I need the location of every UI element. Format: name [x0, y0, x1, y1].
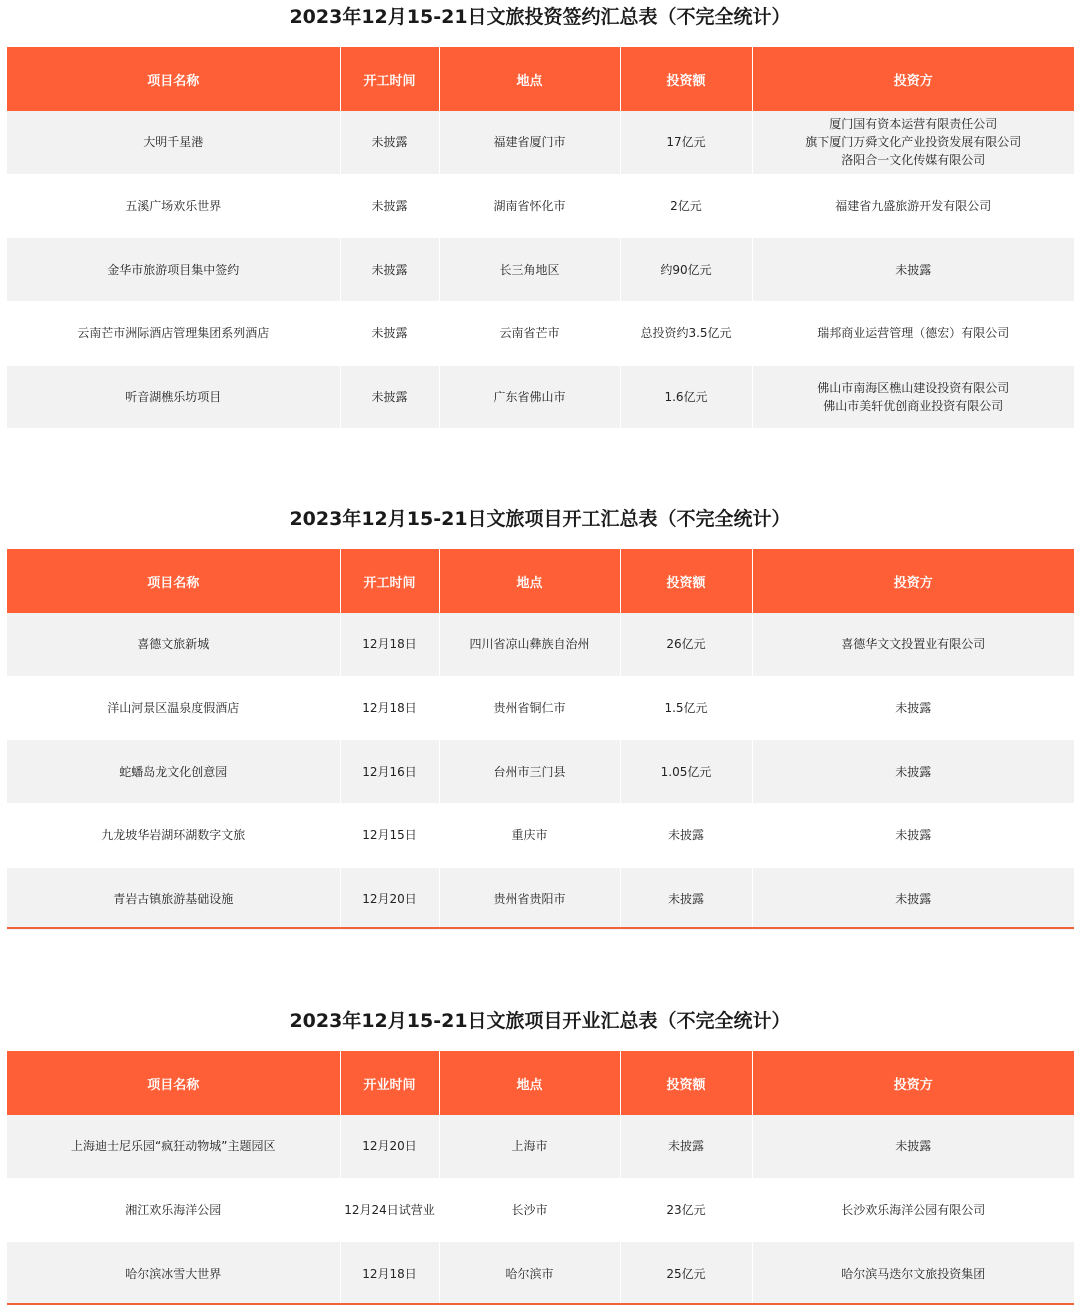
- column-header: 投资额: [620, 549, 752, 613]
- table-row: [7, 1242, 1074, 1306]
- table-cell: 未披露: [752, 1115, 1074, 1178]
- table-cell: 2亿元: [620, 174, 752, 238]
- cell-line: 旗下厦门万舜文化产业投资发展有限公司: [805, 135, 1022, 150]
- table-cell: 未披露: [340, 238, 439, 302]
- table-cell: 瑞邦商业运营管理（德宏）有限公司: [752, 302, 1074, 366]
- table-cell: 五溪广场欢乐世界: [7, 174, 340, 238]
- table-cell: 金华市旅游项目集中签约: [7, 238, 340, 302]
- table-row: [7, 111, 1074, 174]
- cell-line: 佛山市南海区樵山建设投资有限公司: [817, 381, 1010, 396]
- table-cell: 洋山河景区温泉度假酒店: [7, 676, 340, 740]
- table-cell: 25亿元: [620, 1242, 752, 1306]
- table-cell: 湖南省怀化市: [439, 174, 620, 238]
- table-row: [7, 1115, 1074, 1178]
- table-cell: 23亿元: [620, 1178, 752, 1242]
- table-cell: 17亿元: [620, 111, 752, 174]
- table-row: [7, 365, 1074, 429]
- table-cell: 贵州省贵阳市: [439, 867, 620, 931]
- table-bottom-rule: [7, 927, 1074, 929]
- table-cell: 12月20日: [340, 1115, 439, 1178]
- table-header-row: [7, 1051, 1074, 1115]
- cell-line: 佛山市美轩优创商业投资有限公司: [823, 399, 1004, 414]
- table-row: [7, 174, 1074, 238]
- table-cell: 1.6亿元: [620, 365, 752, 429]
- column-header: 开工时间: [340, 549, 439, 613]
- summary-table: [7, 47, 1074, 429]
- table-cell: 1.05亿元: [620, 740, 752, 804]
- table-cell: 哈尔滨冰雪大世界: [7, 1242, 340, 1306]
- table-cell: 哈尔滨市: [439, 1242, 620, 1306]
- table-cell: 1.5亿元: [620, 676, 752, 740]
- table-cell: 大明千星港: [7, 111, 340, 174]
- table-cell: [752, 365, 1074, 429]
- table-cell: 云南省芒市: [439, 302, 620, 366]
- table-cell: 未披露: [620, 867, 752, 931]
- column-header: 项目名称: [7, 47, 340, 111]
- table-header-row: [7, 47, 1074, 111]
- column-header: 项目名称: [7, 549, 340, 613]
- table-title: 2023年12月15-21日文旅项目开工汇总表（不完全统计）: [289, 508, 791, 530]
- table-cell: 总投资约3.5亿元: [620, 302, 752, 366]
- table-title: 2023年12月15-21日文旅项目开业汇总表（不完全统计）: [289, 1010, 791, 1032]
- table-cell: 长三角地区: [439, 238, 620, 302]
- table-cell: 12月24日试营业: [340, 1178, 439, 1242]
- table-cell: 长沙市: [439, 1178, 620, 1242]
- table-row: [7, 238, 1074, 302]
- table-cell: 云南芒市洲际酒店管理集团系列酒店: [7, 302, 340, 366]
- column-header: 地点: [439, 1051, 620, 1115]
- table-title: 2023年12月15-21日文旅投资签约汇总表（不完全统计）: [289, 6, 791, 28]
- table-cell: 未披露: [752, 238, 1074, 302]
- table-cell: 未披露: [620, 1115, 752, 1178]
- cell-line: 厦门国有资本运营有限责任公司: [829, 117, 998, 132]
- table-cell: 听音湖樵乐坊项目: [7, 365, 340, 429]
- table-cell: 未披露: [752, 676, 1074, 740]
- table-bottom-rule: [7, 1303, 1074, 1305]
- table-cell: 重庆市: [439, 804, 620, 868]
- table-cell: 未披露: [620, 804, 752, 868]
- table-cell: 九龙坡华岩湖环湖数字文旅: [7, 804, 340, 868]
- table-cell: 未披露: [340, 302, 439, 366]
- table-cell: 未披露: [752, 740, 1074, 804]
- table-cell: 12月18日: [340, 676, 439, 740]
- column-header: 开业时间: [340, 1051, 439, 1115]
- table-cell: 26亿元: [620, 613, 752, 676]
- column-header: 项目名称: [7, 1051, 340, 1115]
- table-cell: 贵州省铜仁市: [439, 676, 620, 740]
- table-cell: 未披露: [340, 111, 439, 174]
- column-header: 投资方: [752, 47, 1074, 111]
- table-cell: 福建省厦门市: [439, 111, 620, 174]
- summary-table: [7, 549, 1074, 931]
- table-cell: 12月18日: [340, 613, 439, 676]
- column-header: 投资方: [752, 549, 1074, 613]
- table-cell: 12月18日: [340, 1242, 439, 1306]
- column-header: 投资额: [620, 1051, 752, 1115]
- table-cell: 四川省凉山彝族自治州: [439, 613, 620, 676]
- column-header: 开工时间: [340, 47, 439, 111]
- table-cell: 未披露: [752, 867, 1074, 931]
- table-row: [7, 676, 1074, 740]
- table-cell: 长沙欢乐海洋公园有限公司: [752, 1178, 1074, 1242]
- table-cell: 喜德文旅新城: [7, 613, 340, 676]
- table-cell: 哈尔滨马迭尔文旅投资集团: [752, 1242, 1074, 1306]
- table-cell: 约90亿元: [620, 238, 752, 302]
- table-cell: 12月16日: [340, 740, 439, 804]
- table-cell: 12月15日: [340, 804, 439, 868]
- column-header: 地点: [439, 47, 620, 111]
- table-cell: 未披露: [752, 804, 1074, 868]
- table-cell: 青岩古镇旅游基础设施: [7, 867, 340, 931]
- table-row: [7, 1178, 1074, 1242]
- table-cell: 湘江欢乐海洋公园: [7, 1178, 340, 1242]
- table-cell: 广东省佛山市: [439, 365, 620, 429]
- table-cell: 蛇蟠岛龙文化创意园: [7, 740, 340, 804]
- table-cell: 喜德华文文投置业有限公司: [752, 613, 1074, 676]
- table-cell: 未披露: [340, 365, 439, 429]
- cell-line: 洛阳合一文化传媒有限公司: [841, 153, 986, 168]
- column-header: 地点: [439, 549, 620, 613]
- column-header: 投资方: [752, 1051, 1074, 1115]
- table-cell: 台州市三门县: [439, 740, 620, 804]
- table-row: [7, 613, 1074, 676]
- table-header-row: [7, 549, 1074, 613]
- table-cell: 未披露: [340, 174, 439, 238]
- table-row: [7, 804, 1074, 868]
- table-cell: 上海迪士尼乐园“疯狂动物城”主题园区: [7, 1115, 340, 1178]
- table-row: [7, 740, 1074, 804]
- table-cell: [752, 111, 1074, 174]
- table-cell: 上海市: [439, 1115, 620, 1178]
- table-row: [7, 867, 1074, 931]
- column-header: 投资额: [620, 47, 752, 111]
- table-cell: 福建省九盛旅游开发有限公司: [752, 174, 1074, 238]
- summary-table: [7, 1051, 1074, 1306]
- table-cell: 12月20日: [340, 867, 439, 931]
- table-row: [7, 302, 1074, 366]
